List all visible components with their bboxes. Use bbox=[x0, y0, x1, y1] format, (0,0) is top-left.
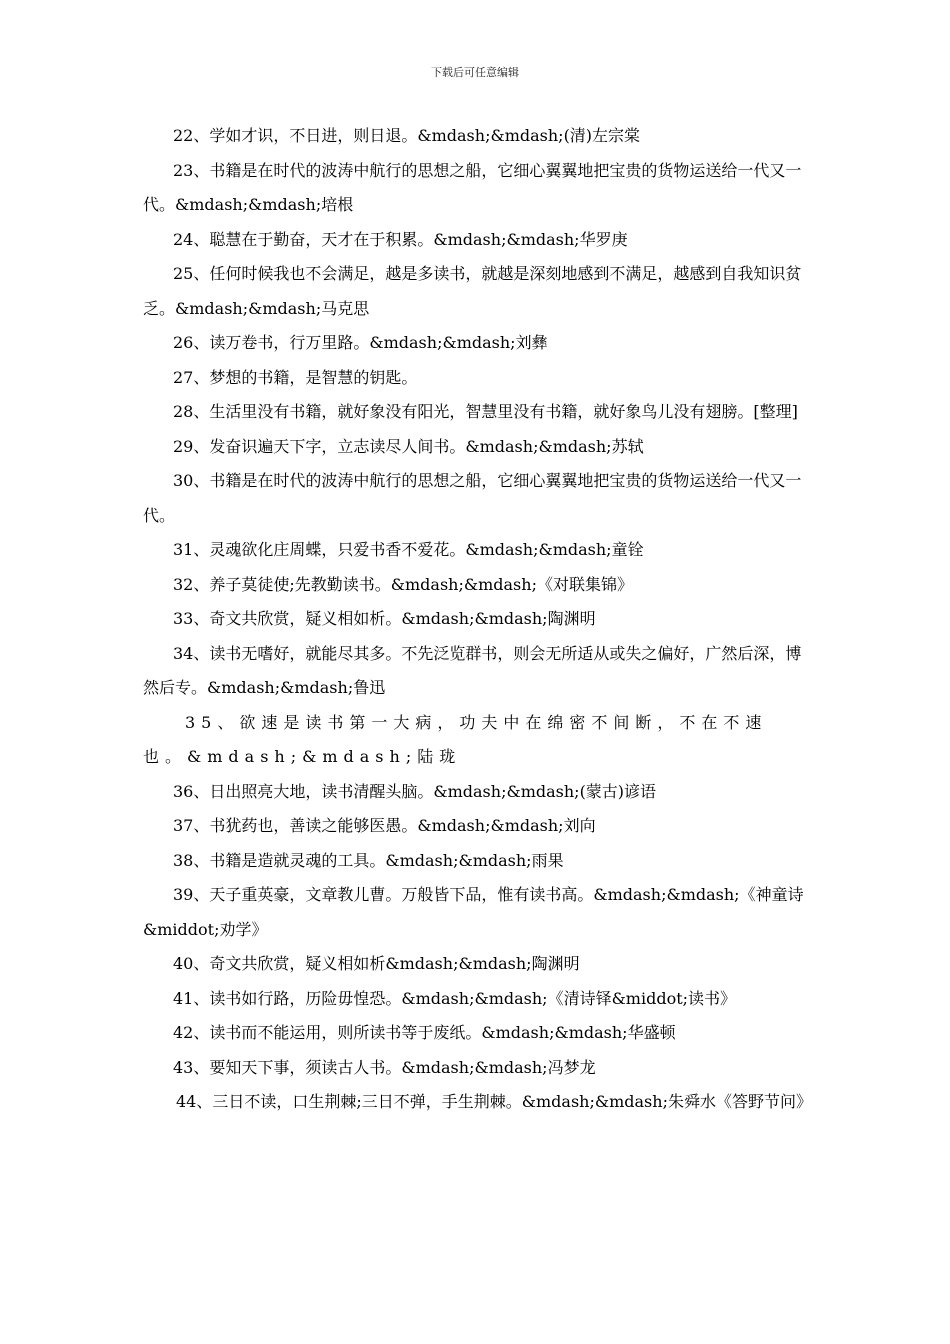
quote-22: 22、学如才识，不日进，则日退。&mdash;&mdash;(清)左宗棠 bbox=[173, 126, 641, 145]
quote-33: 33、奇文共欣赏，疑义相如析。&mdash;&mdash;陶渊明 bbox=[173, 609, 596, 628]
quote-24: 24、聪慧在于勤奋，天才在于积累。&mdash;&mdash;华罗庚 bbox=[173, 229, 628, 249]
quote-44: 44、三日不读，口生荆棘;三日不弹，手生荆棘。&mdash;&mdash;朱舜水《答野节问》 bbox=[176, 1092, 812, 1111]
quote-43: 43、要知天下事，须读古人书。&mdash;&mdash;冯梦龙 bbox=[173, 1057, 596, 1077]
quote-32: 32、养子莫徒使;先教勤读书。&mdash;&mdash;《对联集锦》 bbox=[173, 574, 633, 594]
quote-25: 25、任何时候我也不会满足，越是多读书，就越是深刻地感到不满足，越感到自我知识贫乏。&mdash;&mdash;马克思 bbox=[143, 264, 802, 318]
quote-40: 40、奇文共欣赏，疑义相如析&mdash;&mdash;陶渊明 bbox=[173, 954, 580, 973]
quote-29: 29、发奋识遍天下字，立志读尽人间书。&mdash;&mdash;苏轼 bbox=[173, 436, 644, 456]
quote-30: 30、书籍是在时代的波涛中航行的思想之船，它细心翼翼地把宝贵的货物运送给一代又一代。 bbox=[143, 471, 802, 525]
quote-35: 35、欲速是读书第一大病，功夫中在绵密不间断，不在不速也。&mdash;&mdash;陆珑 bbox=[143, 712, 768, 766]
quote-38: 38、书籍是造就灵魂的工具。&mdash;&mdash;雨果 bbox=[173, 850, 564, 870]
quote-23: 23、书籍是在时代的波涛中航行的思想之船，它细心翼翼地把宝贵的货物运送给一代又一代。&mdash;&mdash;培根 bbox=[143, 160, 802, 214]
quote-39: 39、天子重英豪，文章教儿曹。万般皆下品，惟有读书高。&mdash;&mdash;《神童诗&middot;劝学》 bbox=[143, 885, 804, 939]
quote-34: 34、读书无嗜好，就能尽其多。不先泛览群书，则会无所适从或失之偏好，广然后深，博然后专。&mdash;&mdash;鲁迅 bbox=[143, 643, 802, 697]
quote-41: 41、读书如行路，历险毋惶恐。&mdash;&mdash;《清诗铎&middot;读书》 bbox=[173, 988, 737, 1008]
quote-26: 26、读万卷书，行万里路。&mdash;&mdash;刘彝 bbox=[173, 333, 548, 352]
quote-27: 27、梦想的书籍，是智慧的钥匙。 bbox=[173, 367, 418, 387]
page-header: 下载后可任意编辑 bbox=[431, 66, 519, 79]
quote-list bbox=[143, 119, 811, 1120]
quote-36: 36、日出照亮大地，读书清醒头脑。&mdash;&mdash;(蒙古)谚语 bbox=[173, 781, 657, 801]
quote-42: 42、读书而不能运用，则所读书等于废纸。&mdash;&mdash;华盛顿 bbox=[173, 1023, 676, 1042]
quote-37: 37、书犹药也，善读之能够医愚。&mdash;&mdash;刘向 bbox=[173, 816, 596, 835]
quote-28: 28、生活里没有书籍，就好象没有阳光，智慧里没有书籍，就好象鸟儿没有翅膀。[整理] bbox=[173, 402, 798, 421]
quote-31: 31、灵魂欲化庄周蝶，只爱书香不爱花。&mdash;&mdash;童铨 bbox=[173, 540, 644, 559]
